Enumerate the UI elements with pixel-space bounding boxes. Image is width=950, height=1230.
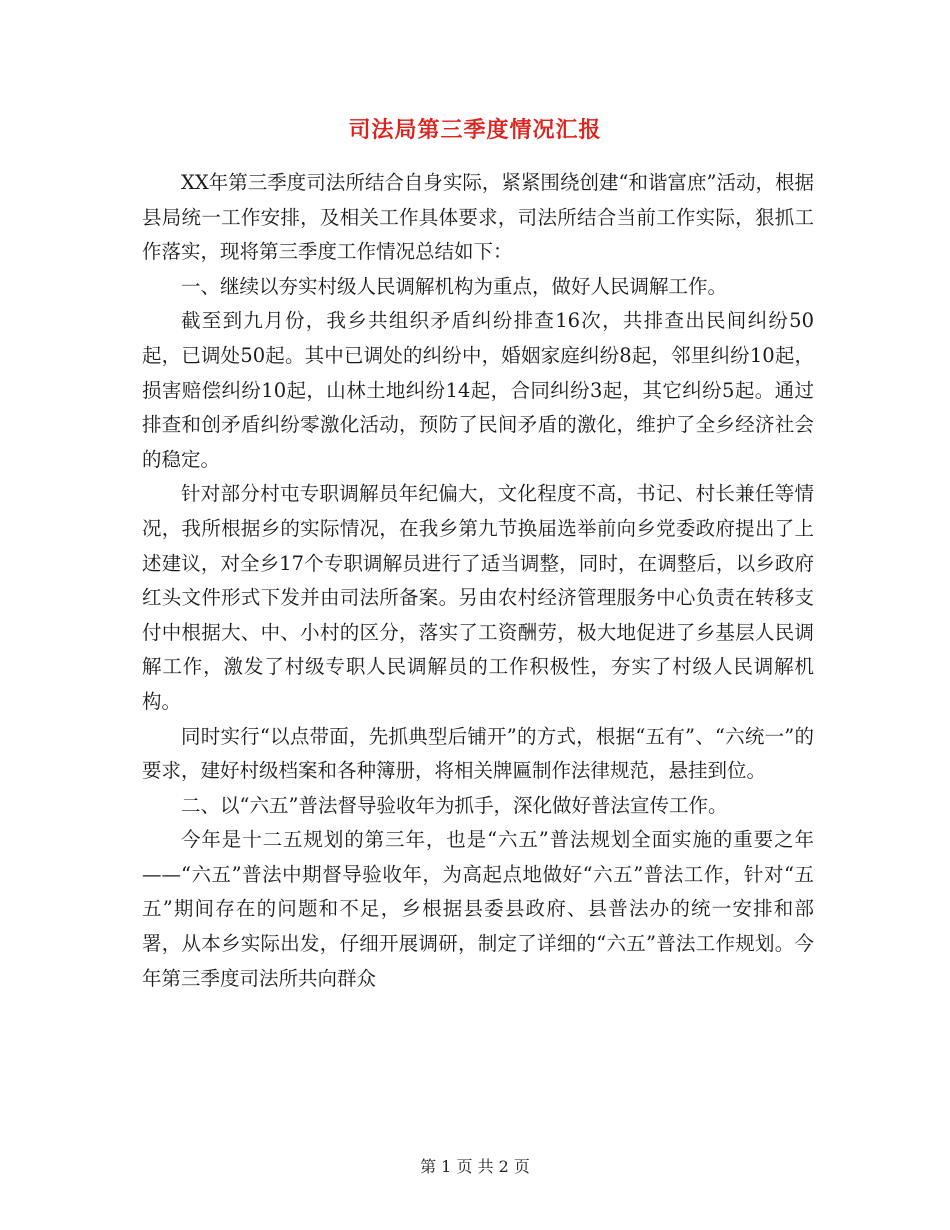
paragraph-legal-education: 今年是十二五规划的第三年，也是“六五”普法规划全面实施的重要之年——“六五”普法中期督导验收年，为高起点地做好“六五”普法工作，针对“五五”期间存在的问题和不足，乡根据县委县政府、县普法办的统一安排和部署，从本乡实际出发，仔细开展调研，制定了详细的“六五”普法工作规划。今年第三季度司法所共向群众 <box>142 828 814 990</box>
paragraph-heading-1: 一、继续以夯实村级人民调解机构为重点，做好人民调解工作。 <box>181 274 728 298</box>
document-title: 司法局第三季度情况汇报 <box>348 118 602 143</box>
paragraph-disputes: 截至到九月份，我乡共组织矛盾纠纷排查16次，共排查出民间纠纷50起，已调处50起。其中已调处的纠纷中，婚姻家庭纠纷8起，邻里纠纷10起，损害赔偿纠纷10起，山林土地纠纷14起，合同纠纷3起，其它纠纷5起。通过排查和创矛盾纠纷零激化活动，预防了民间矛盾的激化，维护了全乡经济社会的稳定。 <box>142 309 814 471</box>
paragraph-heading-2: 二、以“六五”普法督导验收年为抓手，深化做好普法宣传工作。 <box>181 793 728 817</box>
paragraph-mediators: 针对部分村屯专职调解员年纪偏大，文化程度不高，书记、村长兼任等情况，我所根据乡的实际情况，在我乡第九节换届选举前向乡党委政府提出了上述建议，对全乡17个专职调解员进行了适当调整，同时，在调整后，以乡政府红头文件形式下发并由司法所备案。另由农村经济管理服务中心负责在转移支付中根据大、中、小村的区分，落实了工资酬劳，极大地促进了乡基层人民调解工作，激发了村级专职人民调解员的工作积极性，夯实了村级人民调解机构。 <box>142 482 814 713</box>
document-body <box>142 166 814 996</box>
paragraph-standards: 同时实行“以点带面，先抓典型后铺开”的方式，根据“五有”、“六统一”的要求，建好村级档案和各种簿册，将相关牌匾制作法律规范，悬挂到位。 <box>142 724 814 783</box>
page-footer: 第 1 页 共 2 页 <box>420 1157 530 1176</box>
paragraph-intro: XX年第三季度司法所结合自身实际，紧紧围绕创建“和谐富庶”活动，根据县局统一工作安排，及相关工作具体要求，司法所结合当前工作实际，狠抓工作落实，现将第三季度工作情况总结如下： <box>142 171 814 264</box>
